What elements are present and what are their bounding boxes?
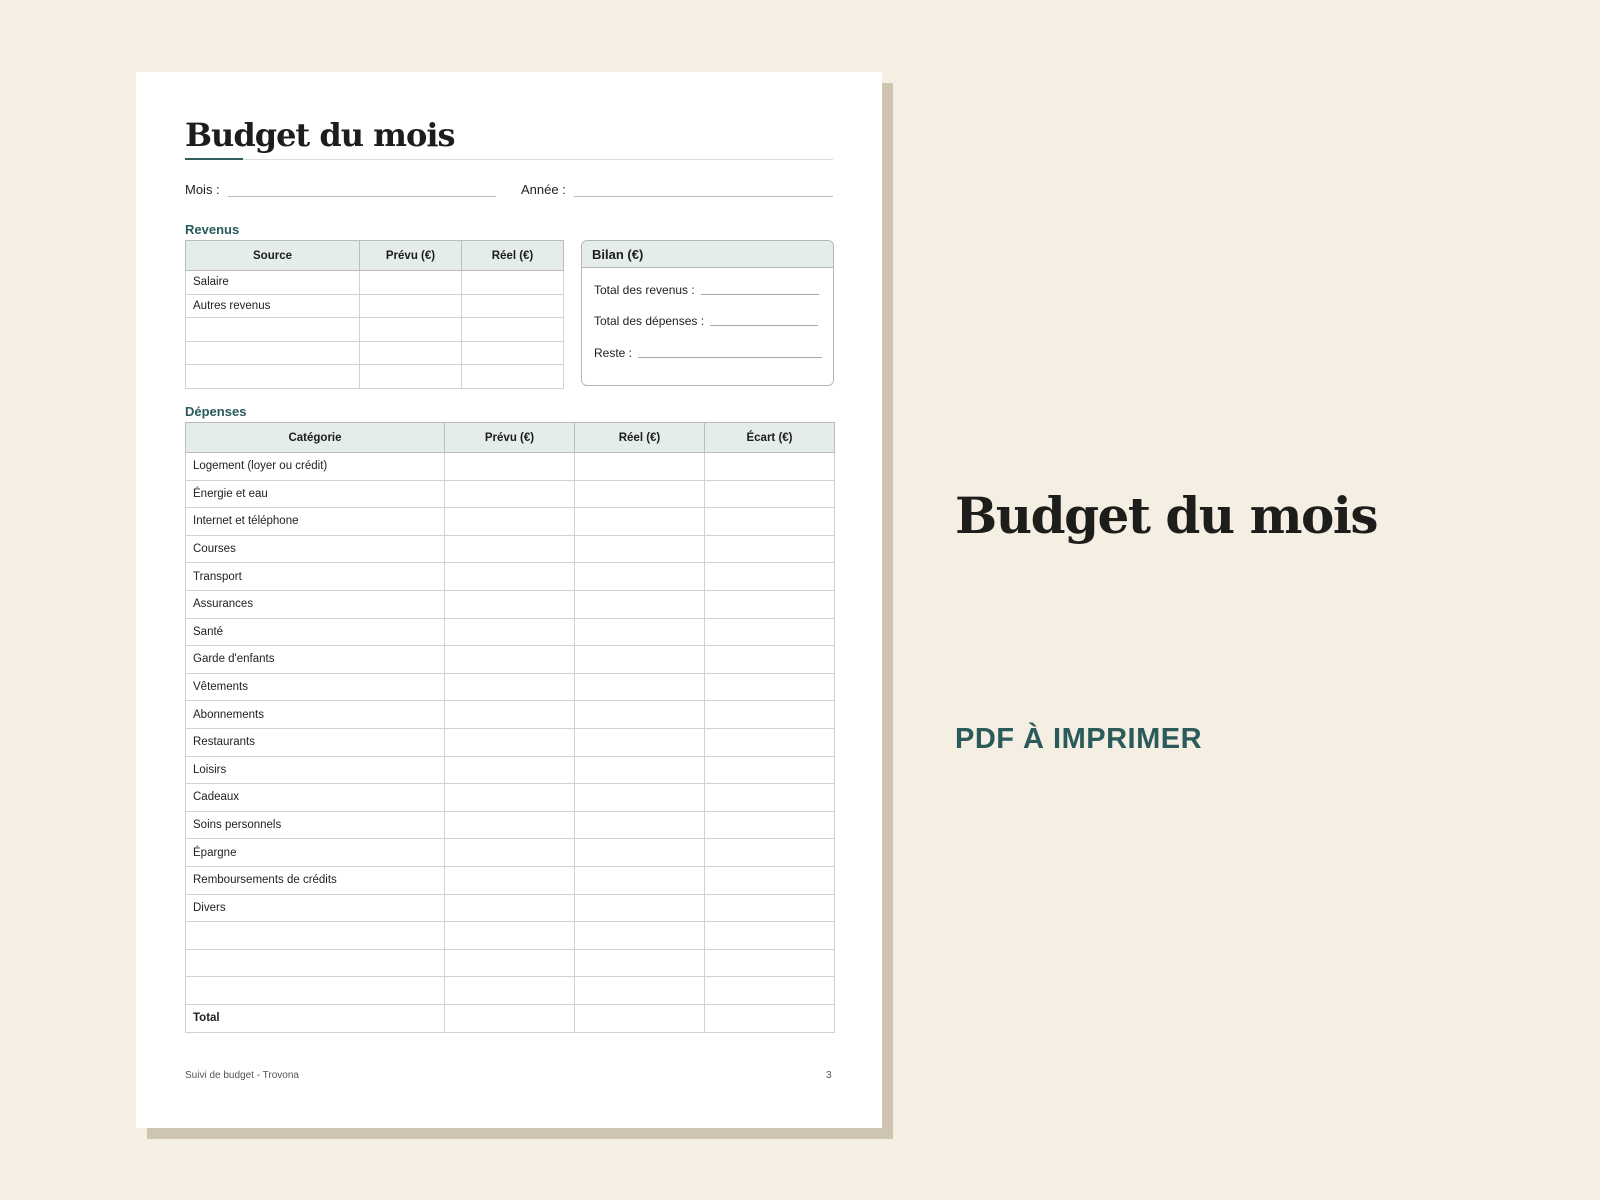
- depenses-reel-cell[interactable]: [575, 866, 705, 894]
- revenus-source-cell: Salaire: [186, 271, 360, 295]
- title-divider: [185, 159, 833, 160]
- depenses-prevu-cell[interactable]: [445, 839, 575, 867]
- depenses-row: [186, 894, 835, 922]
- bilan-reste-line: [638, 357, 822, 358]
- depenses-prevu-cell[interactable]: [445, 535, 575, 563]
- revenus-row: [186, 271, 564, 295]
- depenses-row: [186, 866, 835, 894]
- depenses-reel-cell[interactable]: [575, 784, 705, 812]
- depenses-prevu-cell[interactable]: [445, 508, 575, 536]
- depenses-reel-cell[interactable]: [575, 480, 705, 508]
- revenus-table: [185, 240, 564, 389]
- depenses-prevu-cell[interactable]: [445, 673, 575, 701]
- depenses-reel-cell[interactable]: [575, 508, 705, 536]
- depenses-categorie-cell: Internet et téléphone: [186, 508, 445, 536]
- depenses-row: [186, 480, 835, 508]
- depenses-ecart-cell[interactable]: [705, 866, 835, 894]
- depenses-categorie-cell: Énergie et eau: [186, 480, 445, 508]
- depenses-reel-cell[interactable]: [575, 453, 705, 481]
- revenus-reel-cell[interactable]: [462, 271, 564, 295]
- depenses-header-categorie: Catégorie: [186, 423, 445, 453]
- revenus-prevu-cell[interactable]: [360, 341, 462, 365]
- depenses-ecart-cell[interactable]: [705, 508, 835, 536]
- depenses-categorie-cell: Soins personnels: [186, 811, 445, 839]
- depenses-categorie-cell: Restaurants: [186, 728, 445, 756]
- depenses-categorie-cell: Logement (loyer ou crédit): [186, 453, 445, 481]
- depenses-row: [186, 839, 835, 867]
- depenses-ecart-cell[interactable]: [705, 811, 835, 839]
- revenus-header-row: [186, 241, 564, 271]
- document-title: Budget du mois: [185, 116, 455, 154]
- depenses-row: [186, 563, 835, 591]
- depenses-categorie-cell: [186, 949, 445, 977]
- depenses-categorie-cell: Assurances: [186, 590, 445, 618]
- revenus-source-cell: [186, 318, 360, 342]
- depenses-prevu-cell[interactable]: [445, 811, 575, 839]
- depenses-reel-cell[interactable]: [575, 811, 705, 839]
- depenses-ecart-cell[interactable]: [705, 535, 835, 563]
- page-number: 3: [826, 1070, 832, 1081]
- revenus-header-source: Source: [186, 241, 360, 271]
- depenses-reel-cell[interactable]: [575, 728, 705, 756]
- bilan-reste-label: Reste :: [594, 346, 633, 360]
- depenses-row: [186, 701, 835, 729]
- depenses-table: [185, 422, 835, 1033]
- revenus-source-cell: Autres revenus: [186, 294, 360, 318]
- annee-label: Année :: [521, 182, 566, 197]
- revenus-prevu-cell[interactable]: [360, 318, 462, 342]
- bilan-reste: [594, 346, 822, 360]
- depenses-ecart-cell[interactable]: [705, 646, 835, 674]
- depenses-ecart-cell[interactable]: [705, 673, 835, 701]
- depenses-section-label: Dépenses: [185, 404, 247, 419]
- bilan-total-depenses: [594, 314, 818, 328]
- revenus-row: [186, 318, 564, 342]
- depenses-categorie-cell: Transport: [186, 563, 445, 591]
- depenses-row: [186, 508, 835, 536]
- depenses-categorie-cell: Santé: [186, 618, 445, 646]
- depenses-prevu-cell[interactable]: [445, 590, 575, 618]
- depenses-reel-cell[interactable]: [575, 673, 705, 701]
- depenses-total-row: [186, 1004, 835, 1032]
- depenses-categorie-cell: Abonnements: [186, 701, 445, 729]
- annee-line: [574, 196, 833, 197]
- title-accent-bar: [185, 158, 243, 160]
- depenses-row: [186, 922, 835, 950]
- revenus-reel-cell[interactable]: [462, 294, 564, 318]
- depenses-row: [186, 784, 835, 812]
- bilan-total-depenses-line: [710, 325, 818, 326]
- depenses-ecart-cell[interactable]: [705, 618, 835, 646]
- depenses-reel-cell[interactable]: [575, 701, 705, 729]
- depenses-prevu-cell[interactable]: [445, 756, 575, 784]
- depenses-reel-cell[interactable]: [575, 590, 705, 618]
- depenses-header-row: [186, 423, 835, 453]
- depenses-row: [186, 728, 835, 756]
- depenses-ecart-cell[interactable]: [705, 894, 835, 922]
- depenses-ecart-cell[interactable]: [705, 922, 835, 950]
- revenus-reel-cell[interactable]: [462, 318, 564, 342]
- depenses-ecart-cell[interactable]: [705, 949, 835, 977]
- depenses-ecart-cell[interactable]: [705, 728, 835, 756]
- bilan-total-revenus-label: Total des revenus :: [594, 283, 695, 297]
- revenus-source-cell: [186, 341, 360, 365]
- depenses-prevu-cell[interactable]: [445, 646, 575, 674]
- depenses-categorie-cell: Divers: [186, 894, 445, 922]
- depenses-categorie-cell: Épargne: [186, 839, 445, 867]
- depenses-total-reel[interactable]: [575, 1004, 705, 1032]
- depenses-row: [186, 535, 835, 563]
- depenses-prevu-cell[interactable]: [445, 618, 575, 646]
- depenses-reel-cell[interactable]: [575, 535, 705, 563]
- depenses-prevu-cell[interactable]: [445, 866, 575, 894]
- revenus-reel-cell[interactable]: [462, 341, 564, 365]
- depenses-prevu-cell[interactable]: [445, 949, 575, 977]
- depenses-ecart-cell[interactable]: [705, 756, 835, 784]
- revenus-header-prevu: Prévu (€): [360, 241, 462, 271]
- revenus-header-reel: Réel (€): [462, 241, 564, 271]
- depenses-row: [186, 977, 835, 1005]
- depenses-header-ecart: Écart (€): [705, 423, 835, 453]
- printable-sheet: [136, 72, 882, 1128]
- depenses-categorie-cell: Vêtements: [186, 673, 445, 701]
- revenus-source-cell: [186, 365, 360, 389]
- depenses-row: [186, 590, 835, 618]
- revenus-prevu-cell[interactable]: [360, 271, 462, 295]
- revenus-section-label: Revenus: [185, 222, 240, 237]
- depenses-categorie-cell: Garde d'enfants: [186, 646, 445, 674]
- bilan-box: [581, 240, 834, 386]
- depenses-prevu-cell[interactable]: [445, 701, 575, 729]
- depenses-row: [186, 811, 835, 839]
- mois-label: Mois :: [185, 182, 220, 197]
- depenses-categorie-cell: Courses: [186, 535, 445, 563]
- depenses-total-ecart[interactable]: [705, 1004, 835, 1032]
- revenus-row: [186, 294, 564, 318]
- depenses-reel-cell[interactable]: [575, 977, 705, 1005]
- depenses-row: [186, 453, 835, 481]
- revenus-row: [186, 341, 564, 365]
- bilan-total-revenus-line: [701, 294, 819, 295]
- depenses-reel-cell[interactable]: [575, 563, 705, 591]
- depenses-row: [186, 646, 835, 674]
- depenses-prevu-cell[interactable]: [445, 894, 575, 922]
- footer-text: Suivi de budget - Trovona: [185, 1070, 299, 1081]
- depenses-categorie-cell: [186, 922, 445, 950]
- depenses-row: [186, 673, 835, 701]
- depenses-total-label: Total: [186, 1004, 445, 1032]
- depenses-reel-cell[interactable]: [575, 894, 705, 922]
- side-title: Budget du mois: [955, 486, 1377, 545]
- depenses-ecart-cell[interactable]: [705, 563, 835, 591]
- depenses-ecart-cell[interactable]: [705, 453, 835, 481]
- revenus-prevu-cell[interactable]: [360, 365, 462, 389]
- depenses-categorie-cell: Cadeaux: [186, 784, 445, 812]
- revenus-reel-cell[interactable]: [462, 365, 564, 389]
- depenses-prevu-cell[interactable]: [445, 784, 575, 812]
- depenses-reel-cell[interactable]: [575, 618, 705, 646]
- depenses-prevu-cell[interactable]: [445, 563, 575, 591]
- revenus-prevu-cell[interactable]: [360, 294, 462, 318]
- side-subtitle: PDF À IMPRIMER: [955, 723, 1203, 755]
- depenses-header-reel: Réel (€): [575, 423, 705, 453]
- depenses-categorie-cell: [186, 977, 445, 1005]
- depenses-row: [186, 618, 835, 646]
- depenses-header-prevu: Prévu (€): [445, 423, 575, 453]
- depenses-ecart-cell[interactable]: [705, 784, 835, 812]
- depenses-categorie-cell: Loisirs: [186, 756, 445, 784]
- depenses-ecart-cell[interactable]: [705, 480, 835, 508]
- revenus-row: [186, 365, 564, 389]
- depenses-prevu-cell[interactable]: [445, 480, 575, 508]
- depenses-prevu-cell[interactable]: [445, 922, 575, 950]
- depenses-ecart-cell[interactable]: [705, 701, 835, 729]
- depenses-prevu-cell[interactable]: [445, 728, 575, 756]
- depenses-reel-cell[interactable]: [575, 839, 705, 867]
- bilan-total-depenses-label: Total des dépenses :: [594, 314, 705, 328]
- depenses-reel-cell[interactable]: [575, 646, 705, 674]
- depenses-reel-cell[interactable]: [575, 756, 705, 784]
- depenses-prevu-cell[interactable]: [445, 453, 575, 481]
- depenses-ecart-cell[interactable]: [705, 839, 835, 867]
- depenses-reel-cell[interactable]: [575, 949, 705, 977]
- depenses-ecart-cell[interactable]: [705, 590, 835, 618]
- depenses-reel-cell[interactable]: [575, 922, 705, 950]
- bilan-total-revenus: [594, 283, 819, 297]
- bilan-title: Bilan (€): [582, 241, 833, 268]
- mois-line: [228, 196, 496, 197]
- depenses-row: [186, 949, 835, 977]
- depenses-prevu-cell[interactable]: [445, 977, 575, 1005]
- depenses-categorie-cell: Remboursements de crédits: [186, 866, 445, 894]
- depenses-ecart-cell[interactable]: [705, 977, 835, 1005]
- depenses-total-prevu[interactable]: [445, 1004, 575, 1032]
- depenses-row: [186, 756, 835, 784]
